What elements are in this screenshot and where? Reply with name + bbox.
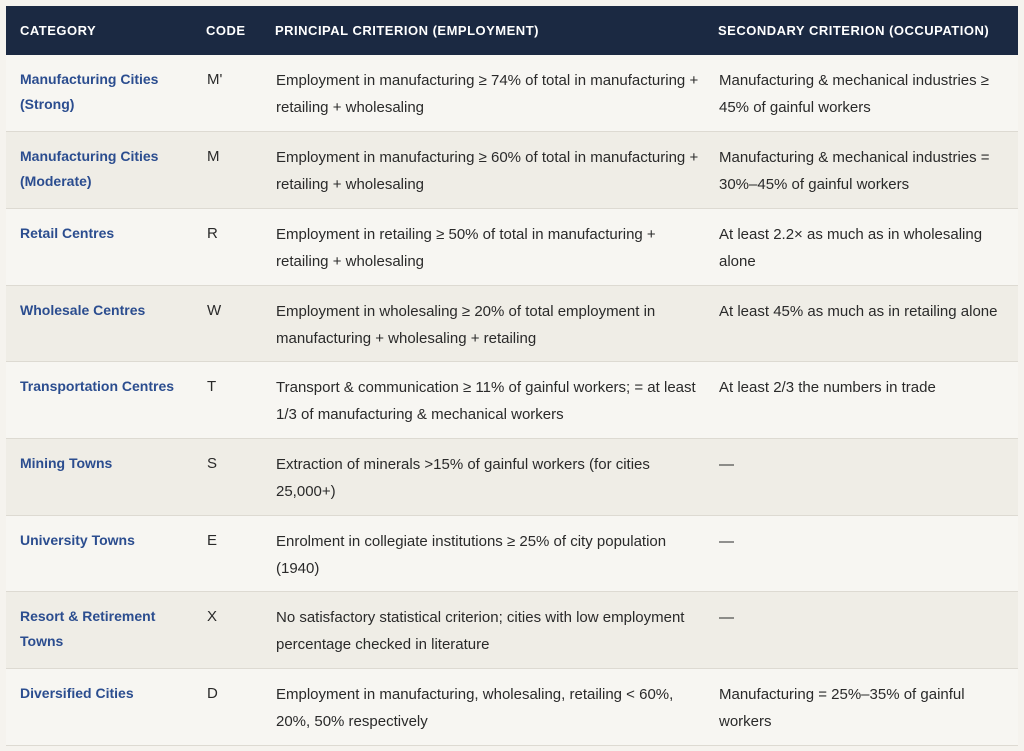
header-principal-criterion: PRINCIPAL CRITERION (EMPLOYMENT)	[275, 23, 539, 38]
header-category: CATEGORY	[20, 23, 97, 38]
table-row	[6, 132, 1018, 209]
secondary-criterion-cell: At least 2/3 the numbers in trade	[719, 379, 936, 397]
table-row	[6, 55, 1018, 132]
principal-criterion-cell: Employment in wholesaling ≥ 20% of total employment in manufacturing + wholesaling + retailing	[276, 302, 656, 347]
category-cell: Manufacturing Cities (Moderate)	[20, 148, 159, 190]
code-cell: W	[207, 301, 222, 319]
table-row	[6, 515, 1018, 592]
code-cell: X	[207, 608, 218, 626]
header-code: CODE	[206, 23, 246, 38]
table-body	[6, 55, 1018, 745]
code-cell: M	[207, 148, 220, 166]
secondary-criterion-cell: —	[719, 609, 734, 627]
code-cell: D	[207, 685, 218, 702]
header-secondary-criterion: SECONDARY CRITERION (OCCUPATION)	[718, 23, 990, 38]
principal-criterion-cell: Enrolment in collegiate institutions ≥ 25% of city population (1940)	[276, 532, 667, 577]
principal-criterion-cell: Employment in manufacturing ≥ 74% of total in manufacturing + retailing + wholesaling	[276, 72, 699, 116]
category-cell: Resort & Retirement Towns	[20, 608, 156, 650]
category-cell: Retail Centres	[20, 224, 115, 241]
table-row	[6, 592, 1018, 669]
table-row	[6, 362, 1018, 439]
principal-criterion-cell: Employment in retailing ≥ 50% of total in manufacturing + retailing + wholesaling	[276, 225, 656, 270]
table-header	[6, 6, 1018, 55]
category-cell: Mining Towns	[20, 454, 113, 471]
category-cell: Manufacturing Cities (Strong)	[20, 71, 159, 112]
principal-criterion-cell: No satisfactory statistical criterion; cities with low employment percentage checked in literature	[276, 609, 685, 654]
principal-criterion-cell: Transport & communication ≥ 11% of gainful workers; = at least 1/3 of manufacturing & mechanical workers	[276, 379, 696, 424]
header-row	[6, 6, 1018, 55]
secondary-criterion-cell: —	[719, 455, 734, 473]
secondary-criterion-cell: Manufacturing & mechanical industries ≥ 45% of gainful workers	[719, 72, 990, 116]
category-cell: Wholesale Centres	[20, 301, 146, 318]
category-cell: Diversified Cities	[20, 685, 134, 701]
principal-criterion-cell: Extraction of minerals >15% of gainful workers (for cities 25,000+)	[276, 455, 650, 500]
table-row	[6, 285, 1018, 362]
table-row	[6, 438, 1018, 515]
code-cell: T	[207, 378, 217, 396]
code-cell: E	[207, 531, 218, 549]
code-cell: R	[207, 224, 218, 242]
secondary-criterion-cell: —	[719, 532, 734, 550]
category-cell: University Towns	[20, 531, 135, 548]
classification-table-container	[6, 6, 1018, 746]
principal-criterion-cell: Employment in manufacturing ≥ 60% of total in manufacturing + retailing + wholesaling	[276, 149, 699, 194]
code-cell: S	[207, 454, 218, 472]
category-cell: Transportation Centres	[20, 378, 175, 395]
secondary-criterion-cell: Manufacturing = 25%–35% of gainful workers	[719, 686, 965, 730]
secondary-criterion-cell: At least 2.2× as much as in wholesaling alone	[719, 225, 983, 270]
principal-criterion-cell: Employment in manufacturing, wholesaling, retailing < 60%, 20%, 50% respectively	[276, 686, 674, 730]
table-row	[6, 669, 1018, 746]
city-classification-table	[6, 6, 1018, 746]
table-row	[6, 208, 1018, 285]
code-cell: M'	[207, 71, 223, 88]
secondary-criterion-cell: Manufacturing & mechanical industries = 30%–45% of gainful workers	[719, 149, 990, 194]
secondary-criterion-cell: At least 45% as much as in retailing alone	[719, 302, 998, 320]
